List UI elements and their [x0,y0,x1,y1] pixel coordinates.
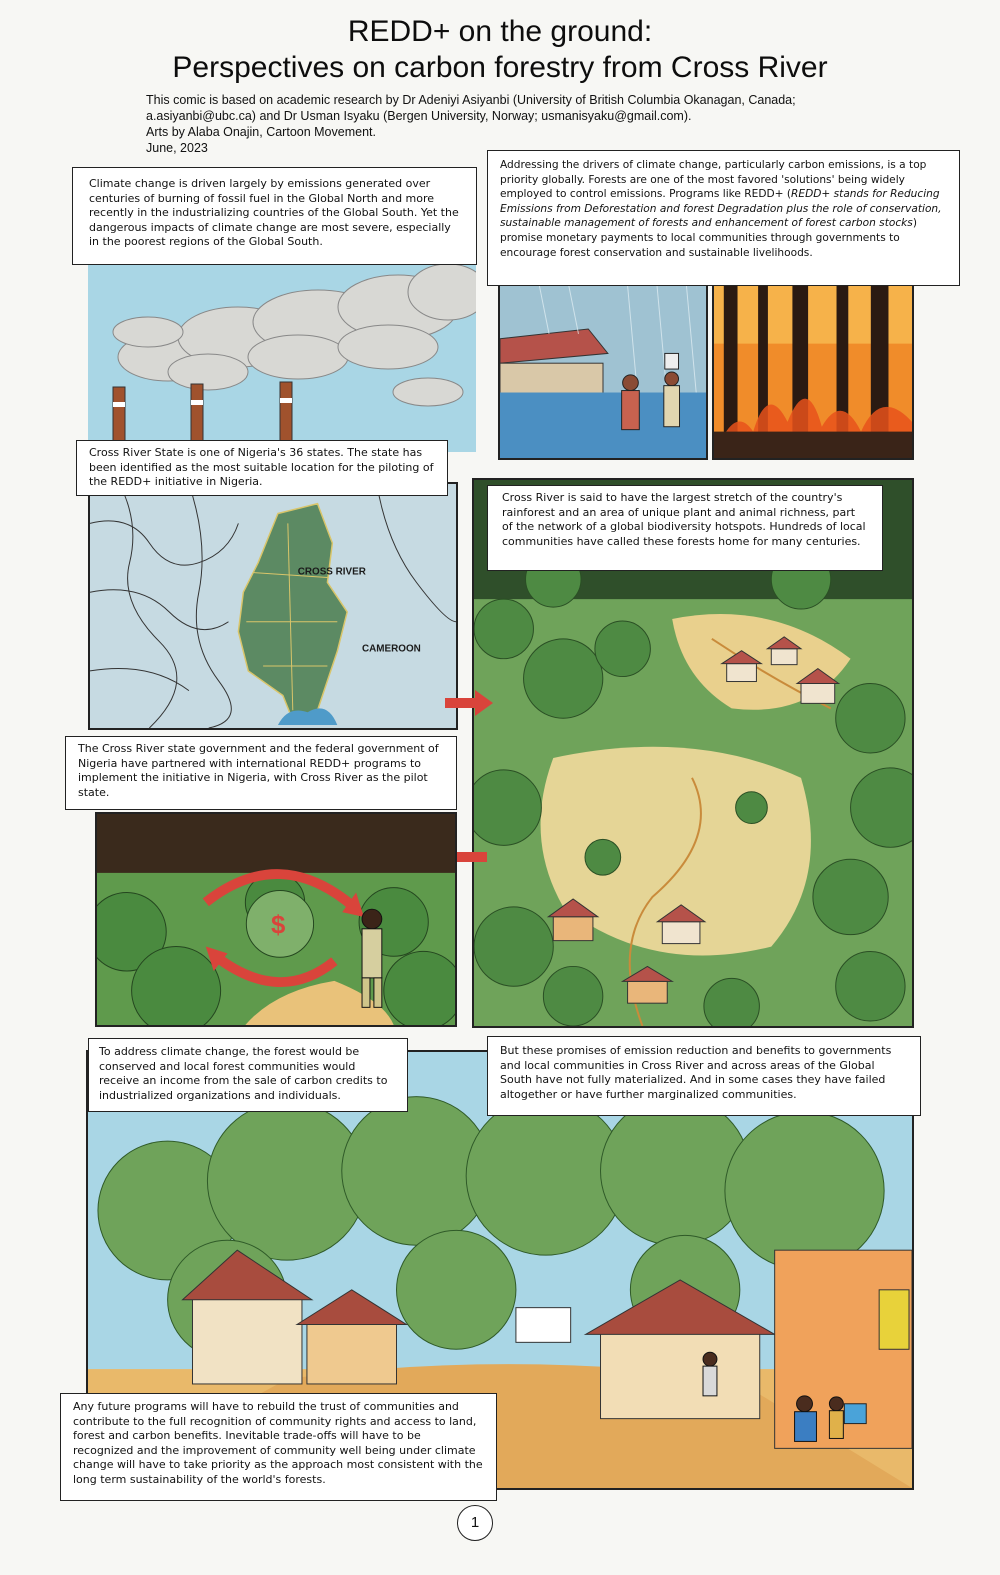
caption-promises: But these promises of emission reduction and benefits to governments and local communities in Cross River and across areas of the Global South have not fully materialized. And in some cases they have failed altogether or have further marginalized communities. [487,1036,921,1116]
factory-smoke-illustration [88,262,476,452]
credit-line-4: June, 2023 [146,141,208,155]
dollar-icon: $ [271,911,286,940]
drivers-text-end: ) promise monetary payments to local communities through governments to encourage forest conservation and sustainable livelihoods. [500,217,917,259]
credit-line-3: Arts by Alaba Onajin, Cartoon Movement. [146,125,376,139]
caption-rainforest: Cross River is said to have the largest stretch of the country's rainforest and an area of unique plant and animal richness, part of the network of a global biodiversity hotspots. Hundreds of local communities have called these forests home for many centuries. [487,485,883,571]
credit-line-1: This comic is based on academic research by Dr Adeniyi Asiyanbi (University of British Columbia Okanagan, Canada; [146,93,796,107]
nigeria-map [90,484,456,728]
forest-fire-illustration [714,285,912,458]
caption-carbon-credits: To address climate change, the forest would be conserved and local forest communities would receive an income from the sale of carbon credits to industrialized organizations and individuals. [88,1038,408,1112]
panel-factory-smoke [88,262,476,452]
money-cycle-illustration [97,814,455,1025]
panel-forest-fire [712,283,914,460]
credit-line-2: a.asiyanbi@ubc.ca) and Dr Usman Isyaku (Bergen University, Norway; usmanisyaku@gmail.com). [146,109,692,123]
drivers-text-start: Addressing the drivers of climate change, particularly carbon emissions, is a top priority globally. Forests are one of the most favored 'solutions' being widely employed to control emissions. Programs like REDD+ ( [500,159,927,201]
page-number: 1 [457,1505,493,1541]
page-title-line2: Perspectives on carbon forestry from Cross River [172,51,828,84]
arrow-right-icon [445,688,495,718]
caption-future: Any future programs will have to rebuild the trust of communities and contribute to the full recognition of community rights and access to land, forest and carbon benefits. Inevitable trade-offs will have to be recognized and the improvement of community well being under climate change will have to take priority as the approach most consistent with the long term sustainability of the world's forests. [60,1393,497,1501]
drivers-text-redd-definition: REDD+ stands for Reducing Emissions from Deforestation and forest Degradation plus the role of conservation, sustainable management of forests and enhancement of forest carbon stocks [500,188,942,230]
panel-map [88,482,458,730]
page-title-line1: REDD+ on the ground: [347,15,653,48]
panel-money-cycle [95,812,457,1027]
flood-illustration [500,285,706,458]
caption-drivers [487,150,960,286]
caption-partnership: The Cross River state government and the federal government of Nigeria have partnered with international REDD+ programs to implement the initiative in Nigeria, with Cross River as the pilot state. [65,736,457,810]
panel-flood [498,283,708,460]
credits [146,92,946,156]
map-label-cross-river: CROSS RIVER [297,566,366,578]
caption-climate-change: Climate change is driven largely by emissions generated over centuries of burning of fossil fuel in the Global North and more recently in the industrializing countries of the Global South. Yet the dangerous impacts of climate change are most severe, especially in the poorest regions of the Global South. [72,167,477,265]
caption-cross-river-state: Cross River State is one of Nigeria's 36 states. The state has been identified as the most suitable location for the piloting of the REDD+ initiative in Nigeria. [76,440,448,496]
map-label-cameroon: CAMEROON [362,643,421,655]
